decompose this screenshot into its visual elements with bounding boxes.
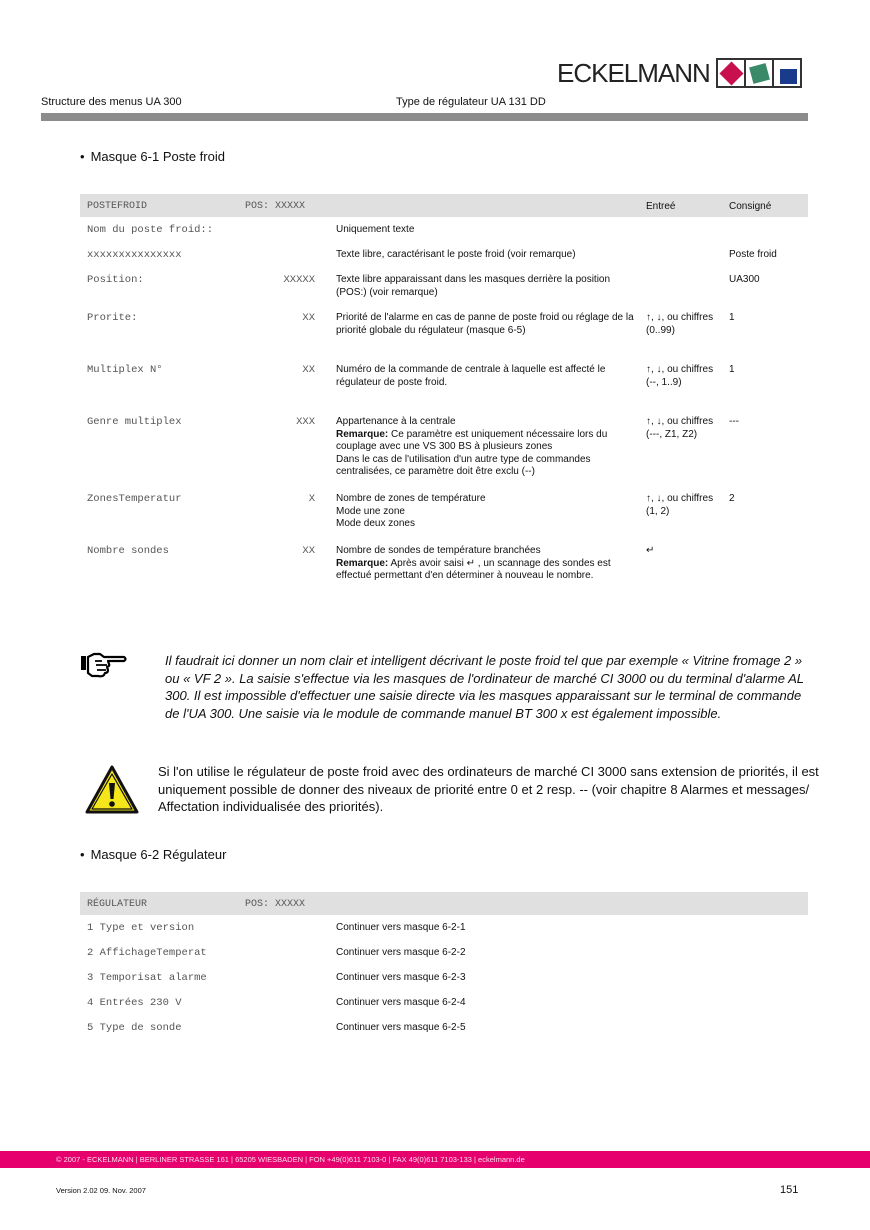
page-number: 151	[780, 1184, 799, 1196]
header-position: POS: XXXXX	[245, 899, 306, 910]
header-chapter: Structure des menus UA 300	[41, 96, 182, 108]
logo-text: ECKELMANN	[557, 57, 710, 88]
section-title-masque-6-1: • Masque 6-1 Poste froid	[80, 149, 225, 164]
row-description: Texte libre, caractérisant le poste froid (voir remarque)	[336, 249, 576, 260]
header-device-type: Type de régulateur UA 131 DD	[396, 96, 546, 108]
pointing-hand-icon	[80, 650, 128, 678]
row-default: UA300	[729, 274, 760, 285]
row-description: Numéro de la commande de centrale à laquelle est affecté le régulateur de poste froid.	[336, 364, 606, 388]
table-header	[80, 194, 808, 217]
row-value: XX	[302, 364, 315, 376]
logo-green-square-icon	[746, 60, 774, 86]
row-label: Position:	[87, 274, 144, 286]
header-screen-name: POSTEFROID	[87, 201, 148, 212]
header-screen-name: RÉGULATEUR	[87, 899, 148, 910]
row-label: Genre multiplex	[87, 416, 182, 428]
eckelmann-logo	[557, 58, 802, 88]
row-label: ZonesTemperatur	[87, 493, 182, 505]
row-label: xxxxxxxxxxxxxxx	[87, 249, 182, 261]
description-line: Appartenance à la centrale	[336, 416, 456, 427]
remark-label: Remarque:	[336, 428, 389, 440]
row-value: XXX	[296, 416, 315, 428]
remark-text: Ce paramètre est uniquement nécessaire lors du couplage avec une VS 300 BS à plusieurs zones	[336, 428, 608, 453]
remark-text: Après avoir saisi ↵ , un scannage des sondes est effectué permettant d'en déterminer à nouveau le nombre.	[336, 557, 611, 582]
row-label: Nom du poste froid::	[87, 224, 214, 236]
remark-label: Remarque:	[336, 557, 389, 569]
masque-6-2-table	[80, 892, 808, 915]
row-default: 2	[729, 493, 735, 504]
row-input: ↑, ↓, ou chiffres (--, 1..9)	[646, 364, 714, 388]
row-value: XX	[302, 312, 315, 324]
row-value: XX	[302, 545, 315, 557]
masque-6-1-table	[80, 194, 808, 217]
description-line: Nombre de zones de température	[336, 493, 486, 504]
menu-item-label: 1 Type et version	[87, 922, 195, 934]
table-header	[80, 892, 808, 915]
warning-text: Si l'on utilise le régulateur de poste froid avec des ordinateurs de marché CI 3000 sans extension de priorités, il est uniquement possible de donner des niveaux de priorité entre 0 et 2 resp. -- (voir chapitre 8 Alarmes et messages/ Affectation individualisée des priorités).	[158, 764, 819, 814]
warning-triangle-icon	[85, 765, 139, 815]
header-position: POS: XXXXX	[245, 201, 306, 212]
row-description	[336, 493, 636, 531]
row-input: ↵	[646, 545, 655, 556]
note-text: Il faudrait ici donner un nom clair et intelligent décrivant le poste froid tel que par exemple « Vitrine fromage 2 » ou « VF 2 ». La saisie s'effectue via les masques de l'ordinateur de marché CI 3000 ou du terminal d'alarme AL 300. Il est impossible d'effectuer une saisie directe via les masques apparaissant sur le terminal de commande de l'UA 300. Une saisie via le module de commande manuel BT 300 x est également impossible.	[165, 653, 804, 721]
header-entree: Entreé	[646, 201, 676, 212]
row-description	[336, 545, 636, 583]
header-consigne: Consigné	[729, 201, 772, 212]
version-info: Version 2.02 09. Nov. 2007	[56, 1186, 146, 1195]
header-divider	[41, 113, 808, 121]
section-title-masque-6-2: • Masque 6-2 Régulateur	[80, 847, 226, 862]
row-default: ---	[729, 416, 739, 427]
logo-boxes	[716, 58, 802, 88]
menu-item-label: 2 AffichageTemperat	[87, 947, 207, 959]
row-value: X	[308, 493, 315, 505]
row-description: Priorité de l'alarme en cas de panne de poste froid ou réglage de la priorité globale du régulateur (masque 6-5)	[336, 312, 634, 336]
menu-item-target: Continuer vers masque 6-2-4	[336, 997, 466, 1008]
footer-address: © 2007 - ECKELMANN | BERLINER STRASSE 161 | 65205 WIESBADEN | FON +49(0)611 7103-0 | FAX 49(0)611 7103-133 | eckelmann.de	[56, 1155, 525, 1164]
row-input: ↑, ↓, ou chiffres (1, 2)	[646, 493, 714, 517]
row-label: Prorite:	[87, 312, 138, 324]
description-line: Mode deux zones	[336, 518, 415, 530]
row-input: ↑, ↓, ou chiffres (---, Z1, Z2)	[646, 416, 714, 440]
row-description: Uniquement texte	[336, 224, 415, 235]
logo-red-diamond-icon	[718, 60, 746, 86]
menu-item-target: Continuer vers masque 6-2-2	[336, 947, 466, 958]
row-label: Nombre sondes	[87, 545, 169, 557]
menu-item-target: Continuer vers masque 6-2-5	[336, 1022, 466, 1033]
menu-item-target: Continuer vers masque 6-2-3	[336, 972, 466, 983]
description-line: Dans le cas de l'utilisation d'un autre type de commandes centralisées, ce paramètre doit être exclu (--)	[336, 453, 591, 478]
menu-item-label: 3 Temporisat alarme	[87, 972, 207, 984]
row-label: Multiplex N°	[87, 364, 163, 376]
row-default: 1	[729, 312, 735, 323]
row-description	[336, 416, 636, 479]
row-value: XXXXX	[283, 274, 315, 286]
description-line: Mode une zone	[336, 505, 405, 517]
row-description: Texte libre apparaissant dans les masques derrière la position (POS:) (voir remarque)	[336, 274, 611, 298]
row-input: ↑, ↓, ou chiffres (0..99)	[646, 312, 714, 336]
description-line: Nombre de sondes de température branchées	[336, 545, 541, 556]
menu-item-target: Continuer vers masque 6-2-1	[336, 922, 466, 933]
row-default: Poste froid	[729, 249, 777, 260]
row-default: 1	[729, 364, 735, 375]
logo-blue-square-icon	[774, 60, 800, 86]
menu-item-label: 5 Type de sonde	[87, 1022, 182, 1034]
menu-item-label: 4 Entrées 230 V	[87, 997, 182, 1009]
